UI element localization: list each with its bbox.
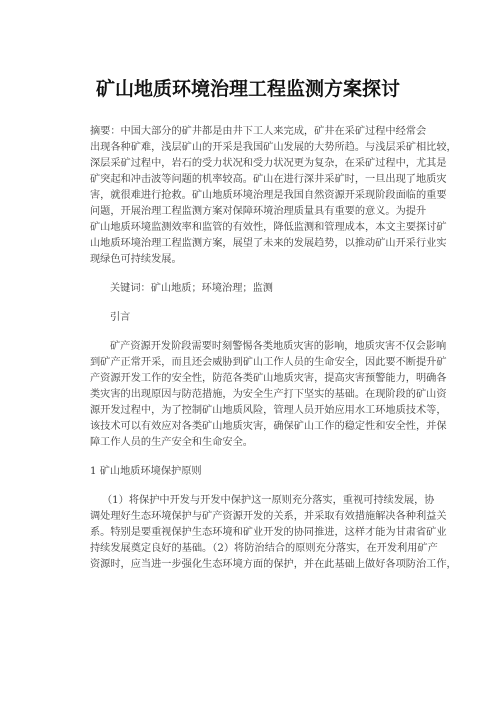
- section-line: 资源时，应当进一步强化生态环境方面的保护，并在此基础上做好各项防治工作，: [90, 559, 457, 570]
- abstract-line: 深层采矿过程中，岩石的受力状况和受力状况更为复杂，在采矿过程中，尤其是: [90, 158, 447, 169]
- section-line: 调处理好生态环境保护与矿产资源开发的关系，并采取有效措施解决各种利益关: [90, 511, 447, 522]
- intro-heading: 引言: [110, 312, 131, 323]
- section-line: （1）将保护中开发与开发中保护这一原则充分落实，重视可持续发展，协: [102, 495, 435, 506]
- section-line: 持续发展奠定良好的基础。（2）将防治结合的原则充分落实，在开发利用矿产: [90, 543, 438, 554]
- abstract-line: 摘要：中国大部分的矿井都是由井下工人来完成，矿井在采矿过程中经常会: [90, 126, 427, 137]
- abstract-line: 现绿色可持续发展。: [90, 254, 182, 265]
- intro-line: 产资源开发工作的安全性，防范各类矿山地质灾害，提高灾害预警能力，明确各: [90, 373, 447, 384]
- intro-line: 源开发过程中，为了控制矿山地质风险，管理人员开始应用水工环地质技术等，: [90, 405, 447, 416]
- abstract-line: 害，就很难进行抢救。矿山地质环境治理是我国自然资源开采现阶段面临的重要: [90, 190, 447, 201]
- section-heading: 1 矿山地质环境保护原则: [90, 466, 202, 477]
- abstract-line: 矿山地质环境监测效率和监管的有效性，降低监测和管理成本，本文主要探讨矿: [90, 222, 447, 233]
- abstract-line: 问题，开展治理工程监测方案对保障环境治理质量具有重要的意义。为提升: [90, 206, 427, 217]
- intro-line: 该技术可以有效应对各类矿山地质灾害，确保矿山工作的稳定性和安全性，并保: [90, 421, 447, 432]
- intro-line: 到矿产正常开采，而且还会威胁到矿山工作人员的生命安全，因此要不断提升矿: [90, 357, 447, 368]
- keywords: 关键词：矿山地质；环境治理；监测: [110, 283, 273, 294]
- abstract-line: 出现各种矿难，浅层矿山的开采是我国矿山发展的大势所趋。与浅层采矿相比较，: [90, 142, 457, 153]
- section-line: 系。特别是要重视保护生态环境和矿业开发的协同推进，这样才能为甘肃省矿业: [90, 527, 447, 538]
- intro-line: 类灾害的出现原因与防范措施，为安全生产打下坚实的基础。在现阶段的矿山资: [90, 389, 447, 400]
- intro-line: 障工作人员的生产安全和生命安全。: [90, 437, 253, 448]
- abstract-line: 矿突起和冲击波等问题的机率较高。矿山在进行深井采矿时，一旦出现了地质灾: [90, 174, 447, 185]
- document-title: 矿山地质环境治理工程监测方案探讨: [95, 78, 400, 100]
- intro-line: 矿产资源开发阶段需要时刻警惕各类地质灾害的影响，地质灾害不仅会影响: [110, 341, 447, 352]
- abstract-line: 山地质环境治理工程监测方案，展望了未来的发展趋势，以推动矿山开采行业实: [90, 238, 447, 249]
